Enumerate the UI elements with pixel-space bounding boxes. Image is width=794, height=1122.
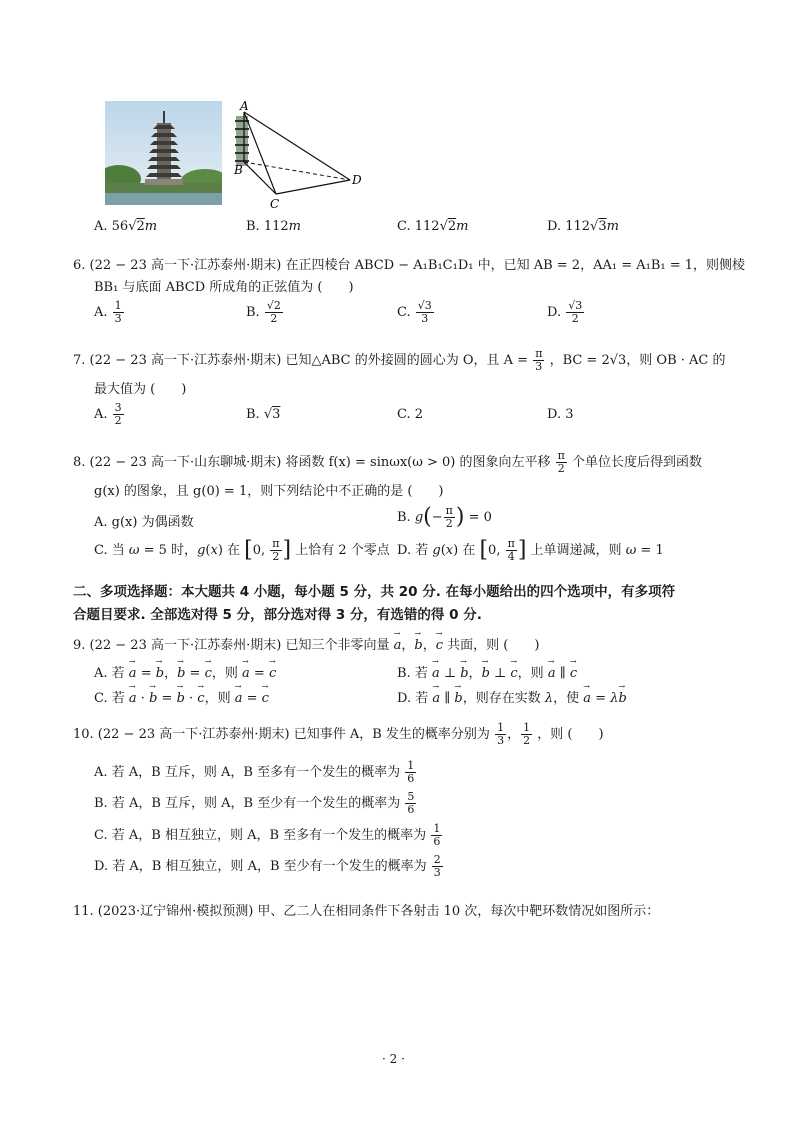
q8-option-b: B. g(− $\frac{\pi}{2}$ ) = 0	[397, 504, 492, 530]
q6-option-d: D. $\frac{√3}{2}$	[547, 299, 583, 325]
q9-option-d: D. 若 → a ∥ → b，则存在实数 λ，使 → a = λ→ b	[397, 687, 627, 706]
geometry-figure	[232, 100, 382, 212]
q8-option-a: A. g(x) 为偶函数	[94, 515, 194, 530]
q8-option-d: D. 若 g(x) 在 [0, $\frac{\pi}{4}$ ] 上单调递减，则 ω = 1	[397, 537, 664, 563]
q10-option-c: C. 若 A，B 相互独立，则 A，B 至多有一个发生的概率为 $\frac{1}{6}$	[94, 822, 441, 848]
q6-option-b: B. $\frac{√2}{2}$	[246, 299, 281, 325]
q7-stem-line2: 最大值为 ( )	[94, 382, 187, 397]
q7-option-d: D. 3	[547, 407, 574, 422]
q5-option-d: D. 112√3m	[547, 219, 619, 234]
q11-stem: 11. (2023·辽宁锦州·模拟预测) 甲、乙二人在相同条件下各射击 10 次，每次中靶环数情况如图所示：	[73, 904, 660, 919]
section2-heading-line2: 合题目要求. 全部选对得 5 分，部分选对得 3 分，有选错的得 0 分.	[73, 607, 482, 623]
q10-option-a: A. 若 A，B 互斥，则 A，B 至多有一个发生的概率为 $\frac{1}{6}$	[94, 759, 415, 785]
q6-stem-line1: 6. (22 − 23 高一下·江苏泰州·期末) 在正四棱台 ABCD − A₁B₁C₁D₁ 中，已知 AB = 2，AA₁ = A₁B₁ = 1，则侧棱	[73, 258, 746, 273]
q5-option-b: B. 112m	[246, 219, 301, 234]
label-A: A	[240, 100, 249, 113]
q6-option-c: C. $\frac{√3}{3}$	[397, 299, 432, 325]
q9-option-c: C. 若 → a · → b = → b · → c，则 → a = → c	[94, 687, 269, 706]
q8-option-c: C. 当 ω = 5 时，g(x) 在 [0, $\frac{\pi}{2}$ ] 上恰有 2 个零点	[94, 537, 390, 563]
q5-option-c: C. 112√2m	[397, 219, 469, 234]
q7-option-a: A. $\frac{3}{2}$	[94, 401, 122, 427]
q7-option-c: C. 2	[397, 407, 424, 422]
q10-option-b: B. 若 A，B 互斥，则 A，B 至少有一个发生的概率为 $\frac{5}{6}$	[94, 790, 415, 816]
q8-stem-line1: 8. (22 − 23 高一下·山东聊城·期末) 将函数 f(x) = sinωx(ω > 0) 的图象向左平移 $\frac{\pi}{2}$ 个单位长度后得到函数	[73, 449, 702, 475]
q6-option-a: A. $\frac{1}{3}$	[94, 299, 122, 325]
q7-option-b: B. √3	[246, 407, 281, 422]
q8-stem-line2: g(x) 的图象，且 g(0) = 1，则下列结论中不正确的是 ( )	[94, 484, 444, 499]
section2-heading-line1: 二、多项选择题：本大题共 4 小题，每小题 5 分，共 20 分. 在每小题给出的四个选项中，有多项符	[73, 584, 676, 600]
q6-stem-line2: BB₁ 与底面 ABCD 所成角的正弦值为 ( )	[94, 280, 354, 295]
q10-stem: 10. (22 − 23 高一下·江苏泰州·期末) 已知事件 A，B 发生的概率分别为 $\frac{1}{3}$ ， $\frac{1}{2}$ ，则 ( )	[73, 721, 604, 747]
q9-stem: 9. (22 − 23 高一下·江苏泰州·期末) 已知三个非零向量 → a，→ b，→ c 共面，则 ( )	[73, 634, 539, 653]
q5-option-a: A. 56√2m	[94, 219, 158, 234]
page-number: · 2 ·	[382, 1052, 405, 1066]
q7-stem-line1: 7. (22 − 23 高一下·江苏泰州·期末) 已知△ABC 的外接圆的圆心为 O，且 A = $\frac{\pi}{3}$ ，BC = 2√3，则 OB · AC 的	[73, 347, 726, 373]
q10-option-d: D. 若 A，B 相互独立，则 A，B 至少有一个发生的概率为 $\frac{2}{3}$	[94, 853, 441, 879]
label-D: D	[352, 173, 362, 187]
label-C: C	[270, 197, 280, 211]
label-B: B	[234, 163, 243, 177]
pagoda-photo	[105, 101, 222, 205]
q9-option-a: A. 若 → a = → b，→ b = → c，则 → a = → c	[94, 662, 276, 681]
q9-option-b: B. 若 → a ⊥ → b，→ b ⊥ → c，则 → a ∥ → c	[397, 662, 577, 681]
